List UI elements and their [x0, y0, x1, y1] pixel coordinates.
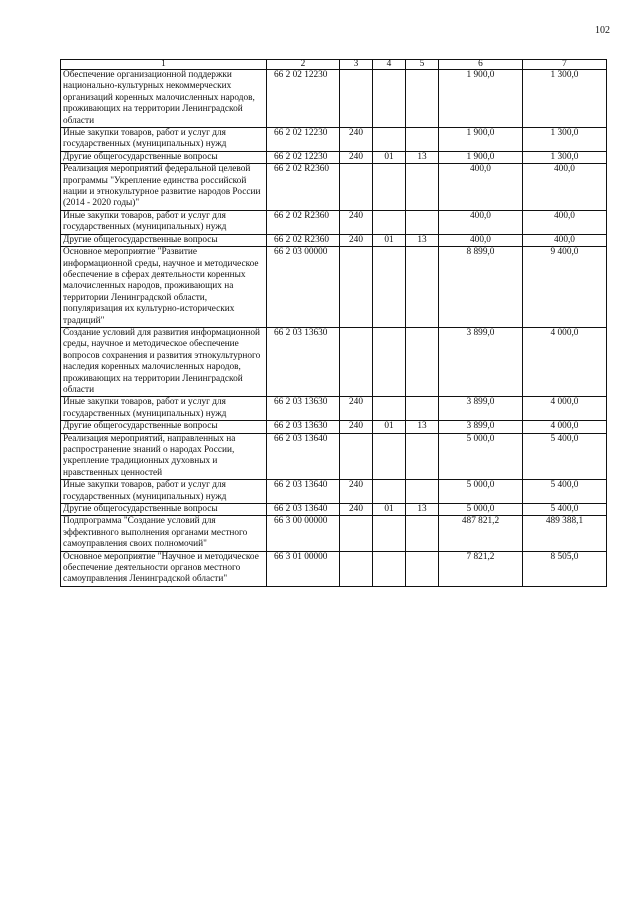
row-col6-cell: 5 000,0	[439, 433, 523, 480]
table-row	[61, 234, 607, 246]
row-col4-cell	[373, 433, 406, 480]
row-col3-cell: 240	[340, 397, 373, 421]
column-header: 7	[523, 60, 607, 70]
budget-table-container	[60, 59, 606, 587]
column-header: 1	[61, 60, 267, 70]
row-col3-cell: 240	[340, 210, 373, 234]
row-col6-cell: 5 000,0	[439, 504, 523, 516]
row-col3-cell: 240	[340, 480, 373, 504]
row-col7-cell: 9 400,0	[523, 247, 607, 328]
table-body	[61, 70, 607, 587]
row-col7-cell: 1 300,0	[523, 70, 607, 128]
row-code-cell: 66 2 03 13630	[267, 421, 340, 433]
row-col7-cell: 8 505,0	[523, 551, 607, 586]
row-col3-cell	[340, 247, 373, 328]
row-col4-cell	[373, 128, 406, 152]
row-code-cell: 66 2 02 R2360	[267, 234, 340, 246]
row-col5-cell	[406, 70, 439, 128]
row-col4-cell	[373, 480, 406, 504]
row-col7-cell: 400,0	[523, 210, 607, 234]
row-code-cell: 66 2 02 12230	[267, 128, 340, 152]
row-col6-cell: 400,0	[439, 234, 523, 246]
row-col7-cell: 4 000,0	[523, 421, 607, 433]
row-code-cell: 66 3 00 00000	[267, 516, 340, 551]
row-name-cell: Другие общегосударственные вопросы	[61, 234, 267, 246]
row-col5-cell: 13	[406, 421, 439, 433]
table-row	[61, 210, 607, 234]
row-col6-cell: 400,0	[439, 164, 523, 211]
row-col5-cell	[406, 551, 439, 586]
row-col4-cell	[373, 210, 406, 234]
row-col5-cell	[406, 164, 439, 211]
table-row	[61, 551, 607, 586]
row-col5-cell	[406, 516, 439, 551]
table-row	[61, 397, 607, 421]
row-col3-cell: 240	[340, 504, 373, 516]
row-col6-cell: 7 821,2	[439, 551, 523, 586]
row-col5-cell: 13	[406, 151, 439, 163]
row-col3-cell: 240	[340, 128, 373, 152]
row-col4-cell	[373, 516, 406, 551]
row-code-cell: 66 2 02 12230	[267, 70, 340, 128]
row-col6-cell: 1 900,0	[439, 151, 523, 163]
row-name-cell: Другие общегосударственные вопросы	[61, 504, 267, 516]
row-code-cell: 66 2 03 13640	[267, 433, 340, 480]
row-code-cell: 66 2 02 R2360	[267, 164, 340, 211]
row-col4-cell: 01	[373, 421, 406, 433]
row-col6-cell: 3 899,0	[439, 397, 523, 421]
row-col5-cell	[406, 327, 439, 396]
row-col7-cell: 1 300,0	[523, 151, 607, 163]
row-col6-cell: 3 899,0	[439, 327, 523, 396]
budget-table	[60, 59, 607, 587]
table-row	[61, 480, 607, 504]
row-col4-cell	[373, 70, 406, 128]
row-col3-cell: 240	[340, 151, 373, 163]
row-col6-cell: 5 000,0	[439, 480, 523, 504]
row-name-cell: Обеспечение организационной поддержки национально-культурных некоммерческих организаций коренных малочисленных народов, проживающих на территории Ленинградской области	[61, 70, 267, 128]
row-col7-cell: 5 400,0	[523, 480, 607, 504]
row-col7-cell: 5 400,0	[523, 504, 607, 516]
row-name-cell: Иные закупки товаров, работ и услуг для государственных (муниципальных) нужд	[61, 397, 267, 421]
row-name-cell: Основное мероприятие "Развитие информационной среды, научное и методическое обеспечение в сферах деятельности коренных малочисленных народов, проживающих на территории Ленинградской области, популяризация их культурно-исторических традиций"	[61, 247, 267, 328]
row-col6-cell: 3 899,0	[439, 421, 523, 433]
row-col6-cell: 487 821,2	[439, 516, 523, 551]
row-name-cell: Реализация мероприятий, направленных на распространение знаний о народах России, укрепление традиционных духовных и нравственных ценностей	[61, 433, 267, 480]
row-col3-cell: 240	[340, 421, 373, 433]
row-col5-cell	[406, 128, 439, 152]
table-row	[61, 327, 607, 396]
page-number: 102	[595, 25, 610, 36]
row-col3-cell	[340, 551, 373, 586]
row-col5-cell: 13	[406, 504, 439, 516]
row-col4-cell: 01	[373, 234, 406, 246]
table-row	[61, 128, 607, 152]
row-code-cell: 66 2 03 13630	[267, 397, 340, 421]
table-row	[61, 164, 607, 211]
row-col5-cell	[406, 480, 439, 504]
row-col4-cell: 01	[373, 504, 406, 516]
row-col5-cell: 13	[406, 234, 439, 246]
row-name-cell: Реализация мероприятий федеральной целевой программы "Укрепление единства российской нации и этнокультурное развитие народов России (2014 - 2020 годы)"	[61, 164, 267, 211]
row-col4-cell	[373, 551, 406, 586]
row-col7-cell: 400,0	[523, 234, 607, 246]
row-code-cell: 66 2 03 13640	[267, 504, 340, 516]
table-row	[61, 421, 607, 433]
row-col3-cell	[340, 70, 373, 128]
row-name-cell: Подпрограмма "Создание условий для эффективного выполнения органами местного самоуправления своих полномочий"	[61, 516, 267, 551]
row-col4-cell	[373, 397, 406, 421]
row-col7-cell: 5 400,0	[523, 433, 607, 480]
row-col5-cell	[406, 210, 439, 234]
table-row	[61, 504, 607, 516]
row-col7-cell: 489 388,1	[523, 516, 607, 551]
row-col5-cell	[406, 433, 439, 480]
row-col7-cell: 1 300,0	[523, 128, 607, 152]
column-header: 6	[439, 60, 523, 70]
row-col4-cell: 01	[373, 151, 406, 163]
row-code-cell: 66 2 02 12230	[267, 151, 340, 163]
row-col4-cell	[373, 327, 406, 396]
row-name-cell: Основное мероприятие "Научное и методическое обеспечение деятельности органов местного самоуправления Ленинградской области"	[61, 551, 267, 586]
column-header: 2	[267, 60, 340, 70]
row-col5-cell	[406, 247, 439, 328]
row-col3-cell: 240	[340, 234, 373, 246]
row-name-cell: Иные закупки товаров, работ и услуг для государственных (муниципальных) нужд	[61, 128, 267, 152]
row-col3-cell	[340, 327, 373, 396]
row-col4-cell	[373, 164, 406, 211]
row-col3-cell	[340, 433, 373, 480]
row-code-cell: 66 2 02 R2360	[267, 210, 340, 234]
row-col4-cell	[373, 247, 406, 328]
row-col3-cell	[340, 164, 373, 211]
table-row	[61, 151, 607, 163]
row-code-cell: 66 2 03 13640	[267, 480, 340, 504]
column-header: 4	[373, 60, 406, 70]
row-col7-cell: 4 000,0	[523, 397, 607, 421]
row-col6-cell: 400,0	[439, 210, 523, 234]
row-name-cell: Иные закупки товаров, работ и услуг для государственных (муниципальных) нужд	[61, 480, 267, 504]
row-col6-cell: 1 900,0	[439, 70, 523, 128]
table-row	[61, 247, 607, 328]
row-col6-cell: 8 899,0	[439, 247, 523, 328]
row-col5-cell	[406, 397, 439, 421]
row-col6-cell: 1 900,0	[439, 128, 523, 152]
row-code-cell: 66 3 01 00000	[267, 551, 340, 586]
row-col7-cell: 400,0	[523, 164, 607, 211]
column-header: 3	[340, 60, 373, 70]
row-col7-cell: 4 000,0	[523, 327, 607, 396]
row-code-cell: 66 2 03 00000	[267, 247, 340, 328]
row-name-cell: Иные закупки товаров, работ и услуг для государственных (муниципальных) нужд	[61, 210, 267, 234]
table-row	[61, 516, 607, 551]
row-name-cell: Другие общегосударственные вопросы	[61, 421, 267, 433]
table-row	[61, 70, 607, 128]
table-header-row	[61, 60, 607, 70]
row-name-cell: Создание условий для развития информационной среды, научное и методическое обеспечение вопросов сохранения и развития этнокультурного наследия коренных малочисленных народов, проживающих на территории Ленинградской области	[61, 327, 267, 396]
table-row	[61, 433, 607, 480]
row-code-cell: 66 2 03 13630	[267, 327, 340, 396]
row-col3-cell	[340, 516, 373, 551]
column-header: 5	[406, 60, 439, 70]
row-name-cell: Другие общегосударственные вопросы	[61, 151, 267, 163]
